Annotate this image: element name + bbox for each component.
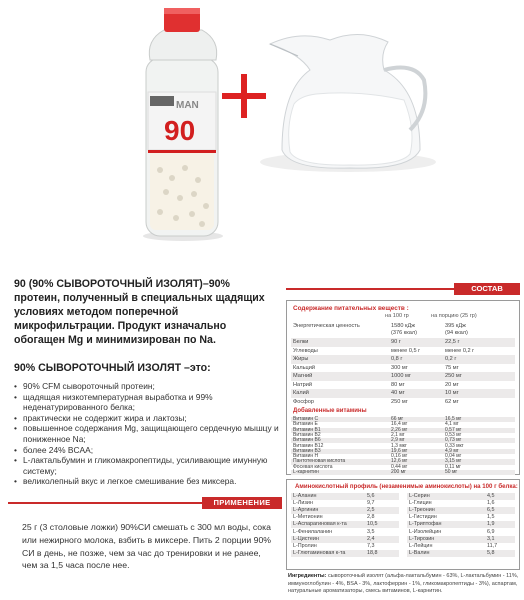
- amino-acid-table: [286, 479, 520, 570]
- nutrient-portion: 0,2 г: [445, 356, 457, 362]
- table-row: [407, 500, 515, 507]
- amino-name: L-Лизин: [293, 500, 313, 507]
- vitamin-name: Пантотеновая кислота: [293, 458, 346, 465]
- vitamin-100g: 2,26 мг: [391, 426, 408, 433]
- vitamin-portion: 4,1 мг: [445, 421, 459, 428]
- nutrient-100g: 80 мг: [391, 381, 405, 388]
- intro-paragraph: 90 (90% СЫВОРОТОЧНЫЙ ИЗОЛЯТ)–90% протеин, полученный в специальных щадящих условиях методом поперечной микрофильтрации. Продукт изначально обогащен Mg и минимизирован по Na.: [14, 278, 265, 346]
- nutrient-name: Фосфор: [293, 398, 314, 405]
- table-row: [291, 338, 515, 347]
- table-row: [407, 521, 515, 528]
- vitamin-portion: 0,57 мг: [445, 426, 462, 433]
- vitamin-100g: 12,6 мг: [391, 458, 408, 465]
- vitamin-name: Витамин В3: [293, 447, 321, 454]
- vitamin-name: Витамин Е: [293, 421, 318, 428]
- amino-value: 1,9: [487, 521, 495, 528]
- amino-name: L-Метионин: [293, 514, 323, 521]
- list-item: • великолепный вкус и легкое смешивание без миксера.: [12, 476, 282, 487]
- table-row: [291, 493, 399, 500]
- vitamin-portion: 16,5 мг: [445, 416, 462, 422]
- vitamin-name: Витамин Н: [293, 453, 319, 460]
- amino-name: L-Пролин: [293, 542, 317, 549]
- nutrient-name: Калий: [293, 390, 309, 396]
- vitamin-portion: 0,11 мг: [445, 463, 462, 470]
- nutrient-100g: 40 мг: [391, 390, 405, 396]
- divider: [8, 502, 204, 504]
- list-item: • L-лактальбумин и гликомакропептиды, усиливающие имунную систему;: [12, 455, 282, 476]
- nutrient-name: Белки: [293, 339, 309, 345]
- amino-value: 11,7: [487, 542, 498, 549]
- bottle-brand-text: MAN: [176, 100, 199, 111]
- table-row: [291, 364, 515, 373]
- table-row: [291, 529, 399, 536]
- vitamin-portion: 3,15 мг: [445, 458, 462, 465]
- application-header-label: ПРИМЕНЕНИЕ: [202, 497, 282, 509]
- features-list: [12, 381, 282, 487]
- amino-title: Аминокислотный профиль (незаменимые аминокислоты) на 100 г белка:: [295, 483, 518, 490]
- table-row: [407, 493, 515, 500]
- table-row: [407, 507, 515, 514]
- column-header-portion: на порцию (25 гр): [431, 313, 477, 319]
- vitamin-name: L-карнитин: [293, 469, 319, 475]
- amino-name: L-Аргинин: [293, 507, 319, 514]
- amino-value: 2,5: [367, 507, 375, 514]
- nutrient-portion: 75 мг: [445, 364, 459, 371]
- amino-name: L-Триптофан: [409, 521, 442, 528]
- amino-name: L-Треонин: [409, 507, 435, 514]
- vitamin-100g: 2,9 мг: [391, 437, 405, 444]
- amino-value: 2,4: [367, 535, 375, 542]
- nutrient-portion: менее 0,2 г: [445, 347, 475, 354]
- amino-value: 9,7: [367, 500, 375, 507]
- nutrition-table: [286, 300, 520, 475]
- protein-bottle-image: [143, 8, 223, 241]
- nutrient-name: Углеводы: [293, 347, 318, 354]
- vitamin-100g: 16,4 мг: [391, 421, 408, 428]
- vitamin-100g: 2,1 мг: [391, 431, 405, 438]
- amino-value: 6,5: [487, 507, 495, 514]
- table-row: [291, 398, 515, 407]
- amino-name: L-Изолейцин: [409, 528, 442, 535]
- table-row: [291, 389, 515, 398]
- nutrient-100g: менее 0,5 г: [391, 347, 421, 354]
- bottle-label-number: 90: [164, 115, 196, 146]
- amino-value: 4,5: [487, 493, 495, 499]
- vitamin-name: Витамин В2: [293, 431, 321, 438]
- table-row: [291, 536, 399, 543]
- table-row: [407, 514, 515, 521]
- amino-value: 10,5: [367, 521, 378, 528]
- nutrient-portion: 10 мг: [445, 390, 459, 396]
- amino-name: L-Глютаминовая к-та: [293, 549, 346, 556]
- nutrient-name: Натрий: [293, 381, 312, 388]
- amino-value: 3,1: [487, 535, 495, 542]
- divider: [286, 288, 458, 290]
- vitamin-100g: 200 мг: [391, 469, 406, 475]
- milk-jug-image: [260, 34, 436, 172]
- vitamin-name: Фосевая кислота: [293, 463, 333, 470]
- amino-name: L-Цистеин: [293, 535, 319, 542]
- table-row: [291, 550, 399, 557]
- amino-name: L-Тирозин: [409, 535, 435, 542]
- amino-name: L-Гистидин: [409, 514, 437, 521]
- nutrient-100g: 1580 кДж: [391, 323, 415, 329]
- vitamin-portion: 0,04 мг: [445, 453, 462, 460]
- nutrient-name: Энергетическая ценность: [293, 323, 360, 329]
- vitamin-name: Витамин С: [293, 416, 319, 422]
- amino-value: 5,6: [367, 493, 375, 499]
- amino-name: L-Аспарагиновая к-та: [293, 521, 347, 528]
- vitamin-100g: 0,44 мг: [391, 463, 408, 470]
- vitamins-title: Добавленные витамины: [293, 408, 367, 414]
- amino-name: L-Аланин: [293, 493, 317, 499]
- table-row: [291, 500, 399, 507]
- nutrient-portion: 250 мг: [445, 373, 462, 379]
- application-header: [0, 497, 282, 509]
- list-item: • щадящая низкотемпературная выработка и 99% неденатурированного белка;: [12, 392, 282, 413]
- vitamin-portion: 0,73 мг: [445, 437, 462, 444]
- amino-name: L-Глицин: [409, 500, 432, 507]
- table-row: [407, 536, 515, 543]
- nutrient-100g: 90 г: [391, 339, 401, 345]
- nutrient-name: Кальций: [293, 364, 316, 371]
- nutrient-100g-kcal: (376 ккал): [391, 330, 418, 336]
- nutrient-portion: 22,5 г: [445, 339, 460, 345]
- table-row: [407, 529, 515, 536]
- vitamin-100g: 0,16 мг: [391, 453, 408, 460]
- nutrient-100g: 250 мг: [391, 398, 408, 405]
- vitamin-100g: 66 мг: [391, 416, 404, 422]
- vitamin-100g: 19,6 мг: [391, 447, 408, 454]
- vitamin-name: Витамин В1: [293, 426, 321, 433]
- list-item: • 90% CFM сывороточный протеин;: [12, 381, 282, 392]
- table-row: [291, 372, 515, 381]
- amino-value: 1,6: [487, 500, 495, 507]
- nutrient-100g: 0,8 г: [391, 356, 403, 362]
- nutrient-portion: 62 мг: [445, 398, 459, 405]
- nutrient-100g: 300 мг: [391, 364, 408, 371]
- nutrient-name: Жиры: [293, 356, 309, 362]
- vitamin-100g: 1,3 мкг: [391, 442, 407, 449]
- product-photo: [0, 0, 524, 268]
- ingredients-body: сывороточный изолят (альфа-лактальбумин - 63%, L-лактальбумин - 11%, иммуноглобулин - 4%, BSA - 3%, лактоферрин - 1%, гликомакропептиды - 3%), аспартам, натуральные ароматизаторы, смесь витаминов, L-карнитин.: [288, 573, 519, 595]
- table-row: [291, 347, 515, 356]
- plus-sign-icon: [222, 74, 266, 118]
- composition-header-label: СОСТАВ: [454, 283, 520, 295]
- vitamin-portion: 50 мг: [445, 469, 458, 475]
- amino-value: 3,5: [367, 528, 375, 535]
- list-item: • повышенное содержания Mg, защищающего сердечную мышцу и пониженное Na;: [12, 423, 282, 444]
- amino-value: 1,5: [487, 514, 495, 521]
- nutrient-portion-kcal: (94 ккал): [445, 330, 468, 336]
- nutrient-name: Магний: [293, 373, 313, 379]
- vitamin-name: Витамин В6: [293, 437, 321, 444]
- table-row: [291, 322, 515, 337]
- amino-value: 7,3: [367, 542, 375, 549]
- table-row: [291, 470, 515, 475]
- table-row: [291, 514, 399, 521]
- vitamin-portion: 0,33 мкг: [445, 442, 464, 449]
- amino-value: 2,8: [367, 514, 375, 521]
- amino-name: L-Серин: [409, 493, 430, 499]
- column-header-100g: на 100 гр: [385, 313, 409, 319]
- list-item: • практически не содержит жира и лактозы;: [12, 413, 282, 424]
- amino-value: 5,8: [487, 549, 495, 556]
- nutrient-portion: 395 кДж: [445, 323, 466, 329]
- features-title: 90% СЫВОРОТОЧНЫЙ ИЗОЛЯТ –это:: [14, 362, 211, 374]
- table-row: [407, 543, 515, 550]
- vitamin-portion: 0,53 мг: [445, 431, 462, 438]
- table-row: [291, 521, 399, 528]
- amino-value: 6,9: [487, 528, 495, 535]
- table-row: [291, 355, 515, 364]
- ingredients-label: Ингредиенты:: [288, 573, 327, 579]
- amino-value: 18,8: [367, 549, 378, 556]
- list-item: • более 24% BCAA;: [12, 445, 282, 456]
- table-row: [407, 550, 515, 557]
- amino-name: L-Фенилаланин: [293, 528, 333, 535]
- ingredients-text: [288, 573, 520, 596]
- composition-header: [286, 283, 520, 295]
- amino-name: L-Лейцин: [409, 542, 433, 549]
- application-text: 25 г (3 столовые ложки) 90%СИ смешать с 300 мл воды, сока или нежирного молока, взбить в миксере. Пить 2 порции 90% СИ в день, не позже, чем за час до тренировки и не ранее, чем за 1,5 часа после нее.: [22, 522, 272, 571]
- table-row: [291, 507, 399, 514]
- nutrient-portion: 20 мг: [445, 381, 459, 388]
- nutrient-100g: 1000 мг: [391, 373, 411, 379]
- table-row: [291, 543, 399, 550]
- nutrition-title: Содержание питательных веществ :: [293, 305, 409, 312]
- amino-name: L-Валин: [409, 549, 430, 556]
- vitamin-portion: 4,9 мг: [445, 447, 459, 454]
- vitamin-name: Витамин В12: [293, 442, 324, 449]
- table-row: [291, 381, 515, 390]
